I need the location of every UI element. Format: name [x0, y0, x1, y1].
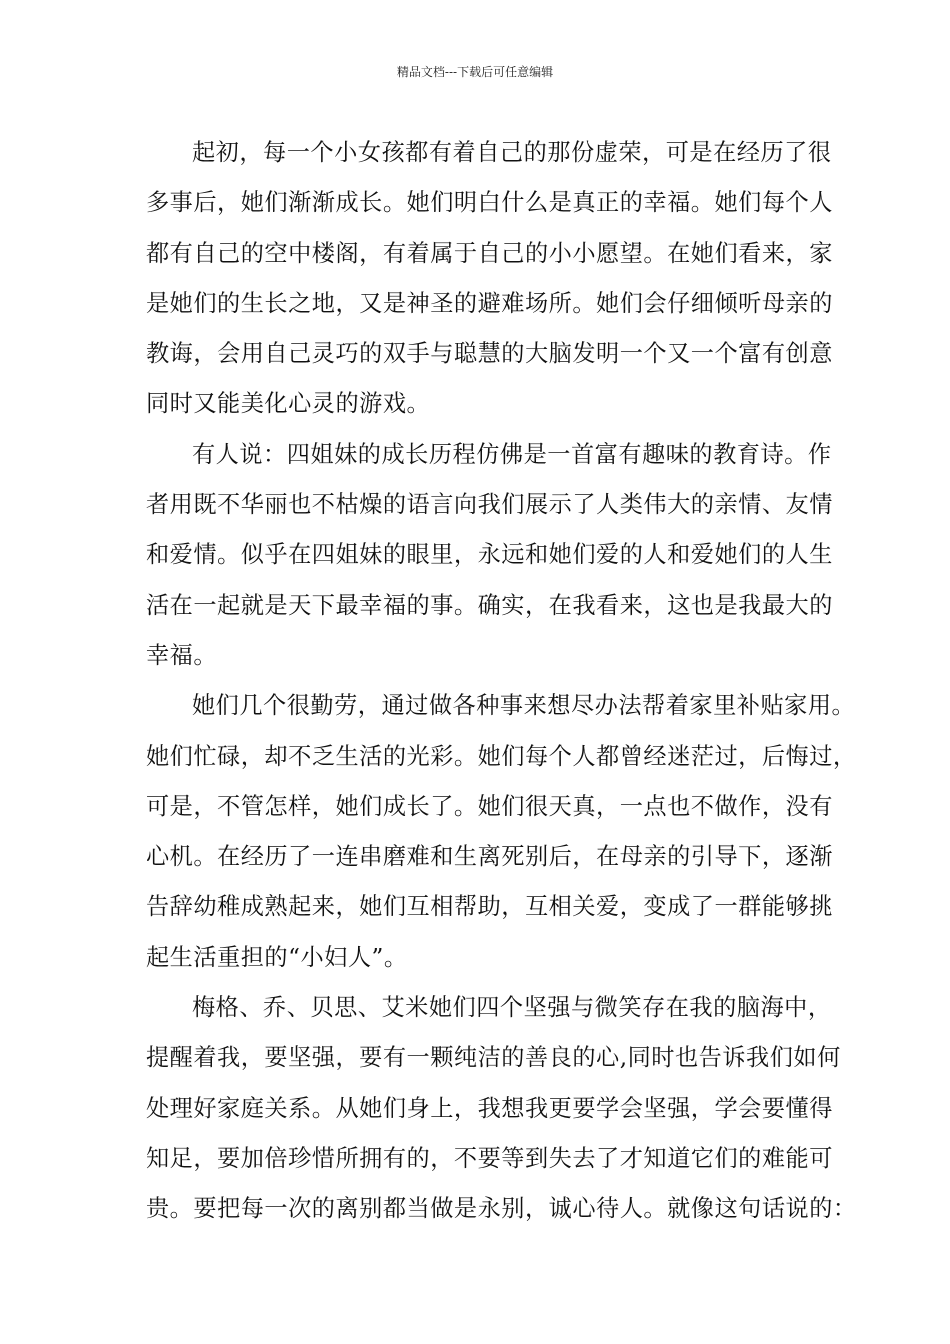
- text-line: 她们忙碌，却不乏生活的光彩。她们每个人都曾经迷茫过，后悔过，: [146, 742, 857, 770]
- paragraph-2: [146, 430, 833, 681]
- text-line: 梅格、乔、贝思、艾米她们四个坚强与微笑存在我的脑海中，: [192, 994, 832, 1022]
- text-line: 多事后，她们渐渐成长。她们明白什么是真正的幸福。她们每个人: [146, 189, 833, 217]
- text-line: 起生活重担的“小妇人”。: [146, 943, 408, 971]
- paragraph-4: [146, 983, 857, 1234]
- text-line: 有人说：四姐妹的成长历程仿佛是一首富有趣味的教育诗。作: [192, 440, 832, 468]
- text-line: 活在一起就是天下最幸福的事。确实，在我看来，这也是我最大的: [146, 591, 833, 619]
- document-body: [146, 128, 857, 1235]
- text-line: 可是，不管怎样，她们成长了。她们很天真，一点也不做作，没有: [146, 792, 833, 820]
- text-line: 提醒着我，要坚强，要有一颗纯洁的善良的心,同时也告诉我们如何: [146, 1044, 841, 1072]
- page-header: 精品文档---下载后可任意编辑: [396, 65, 554, 79]
- paragraph-1: [146, 128, 833, 430]
- text-line: 知足，要加倍珍惜所拥有的，不要等到失去了才知道它们的难能可: [146, 1144, 833, 1172]
- text-line: 幸福。: [146, 641, 218, 669]
- text-line: 起初，每一个小女孩都有着自己的那份虚荣，可是在经历了很: [192, 139, 832, 166]
- text-line: 同时又能美化心灵的游戏。: [146, 390, 431, 418]
- text-line: 者用既不华丽也不枯燥的语言向我们展示了人类伟大的亲情、友情: [146, 491, 833, 519]
- text-line: 都有自己的空中楼阁，有着属于自己的小小愿望。在她们看来，家: [146, 239, 833, 267]
- text-line: 心机。在经历了一连串磨难和生离死别后，在母亲的引导下，逐渐: [146, 843, 833, 871]
- text-line: 和爱情。似乎在四姐妹的眼里，永远和她们爱的人和爱她们的人生: [146, 541, 833, 569]
- paragraph-3: [146, 681, 857, 983]
- text-line: 处理好家庭关系。从她们身上，我想我更要学会坚强，学会要懂得: [146, 1094, 833, 1122]
- text-line: 教诲，会用自己灵巧的双手与聪慧的大脑发明一个又一个富有创意: [146, 340, 833, 368]
- text-line: 她们几个很勤劳，通过做各种事来想尽办法帮着家里补贴家用。: [192, 692, 856, 720]
- text-line: 告辞幼稚成熟起来，她们互相帮助，互相关爱，变成了一群能够挑: [146, 893, 833, 921]
- text-line: 是她们的生长之地，又是神圣的避难场所。她们会仔细倾听母亲的: [146, 289, 833, 317]
- text-line: 贵。要把每一次的离别都当做是永别，诚心待人。就像这句话说的：: [146, 1195, 857, 1223]
